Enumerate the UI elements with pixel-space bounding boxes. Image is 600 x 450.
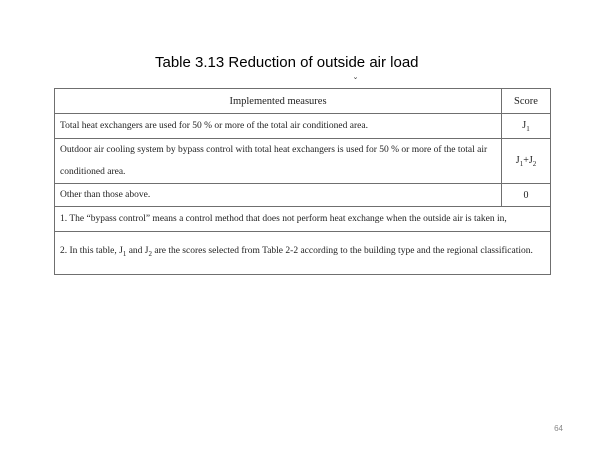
note-row bbox=[55, 207, 551, 232]
outside-air-load-table bbox=[54, 88, 551, 275]
header-score: Score bbox=[502, 89, 551, 114]
table-row bbox=[55, 139, 551, 184]
measure-cell: Other than those above. bbox=[55, 184, 502, 207]
note-1: 1. The “bypass control” means a control method that does not perform heat exchange when the outside air is taken in, bbox=[55, 207, 551, 232]
table-header-row bbox=[55, 89, 551, 114]
score-cell: $J_1$ bbox=[502, 114, 551, 139]
page-number: 64 bbox=[554, 424, 563, 433]
header-implemented-measures: Implemented measures bbox=[55, 89, 502, 114]
table-row bbox=[55, 114, 551, 139]
score-cell: $J_1+J_2$ bbox=[502, 139, 551, 184]
table-row bbox=[55, 184, 551, 207]
slide-title: Table 3.13 Reduction of outside air load bbox=[155, 54, 419, 71]
measure-cell: Outdoor air cooling system by bypass control with total heat exchangers is used for 50 % or more of the total air conditioned area. bbox=[55, 139, 502, 184]
measure-cell: Total heat exchangers are used for 50 % or more of the total air conditioned area. bbox=[55, 114, 502, 139]
note-row bbox=[55, 232, 551, 275]
note-2: 2. In this table, $J_1$ and $J_2$ are the scores selected from Table 2-2 according to the building type and the regional classification. bbox=[55, 232, 551, 275]
caret-mark: ˇ bbox=[353, 77, 358, 88]
score-cell: 0 bbox=[502, 184, 551, 207]
